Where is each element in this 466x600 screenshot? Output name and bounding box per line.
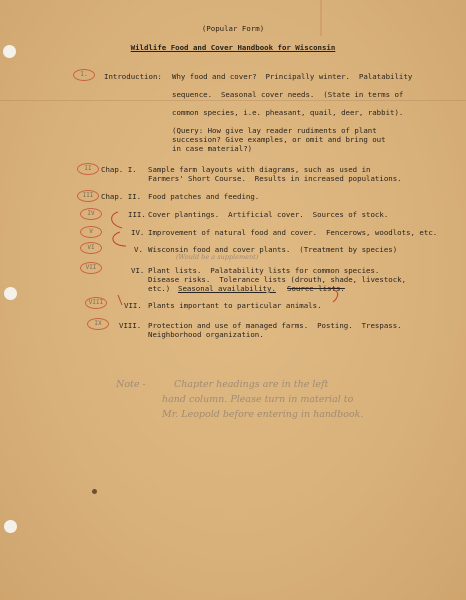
- margin-numeral-7: VII: [80, 262, 102, 274]
- chap8-label: VIII.: [119, 321, 142, 330]
- chap2-label: Chap. II.: [101, 192, 142, 201]
- chap4-line-1: Improvement of natural food and cover. Fencerows, woodlots, etc.: [148, 228, 438, 237]
- note-line-3: Mr. Leopold before entering in handbook.: [162, 409, 364, 420]
- intro-line-3: common species, i.e. pheasant, quail, deer, rabbit).: [172, 108, 404, 117]
- chap2-line-1: Food patches and feeding.: [148, 192, 260, 201]
- chap3-label: III.: [128, 210, 146, 219]
- chap7-line-1: Plants important to particular animals.: [148, 301, 322, 310]
- chap5-label: V.: [134, 245, 143, 254]
- chap7-label: VII.: [124, 301, 142, 310]
- document-title: Wildlife Food and Cover Handbook for Wisconsin: [130, 43, 336, 52]
- margin-numeral-3: III: [77, 190, 99, 202]
- note-line-2: hand column. Please turn in material to: [162, 394, 354, 405]
- form-label: (Popular Form): [201, 24, 265, 33]
- margin-numeral-1: I.: [73, 69, 95, 81]
- margin-numeral-2: II: [77, 163, 99, 175]
- intro-label: Introduction:: [104, 72, 162, 81]
- margin-numeral-6: VI: [80, 242, 102, 254]
- chap8-line-2: Neighborhood organization.: [148, 330, 264, 339]
- intro-line-6: in case material?): [172, 144, 253, 153]
- chap4-label: IV.: [131, 228, 145, 237]
- intro-line-2: sequence. Seasonal cover needs. (State in terms of: [172, 90, 404, 99]
- intro-line-1: Why food and cover? Principally winter. Palatability: [172, 72, 413, 81]
- chap6-label: VI.: [131, 266, 145, 275]
- chap1-line-1: Sample farm layouts with diagrams, such as used in: [148, 165, 371, 174]
- chap5-line-1: Wisconsin food and cover plants. (Treatment by species): [148, 245, 398, 254]
- chap6-line-3: etc.): [148, 284, 171, 293]
- margin-numeral-9: IX: [87, 318, 109, 330]
- chap6-line-2: Disease risks. Tolerance lists (drouth, shade, livestock,: [148, 275, 407, 284]
- chap6-line-1: Plant lists. Palatability lists for common species.: [148, 266, 380, 275]
- chap3-line-1: Cover plantings. Artificial cover. Sources of stock.: [148, 210, 389, 219]
- note-line-1: Chapter headings are in the left: [174, 379, 329, 390]
- note-label: Note -: [116, 379, 146, 390]
- intro-line-5: succession? Give examples, or omit and bring out: [172, 135, 386, 144]
- chap1-label: Chap. I.: [101, 165, 137, 174]
- margin-numeral-8: VIII: [85, 297, 107, 309]
- chap6-source: Source lists.: [287, 284, 345, 293]
- chap1-line-2: Farmers' Short Course. Results in increased populations.: [148, 174, 402, 183]
- chap8-line-1: Protection and use of managed farms. Posting. Trespass.: [148, 321, 402, 330]
- intro-line-4: (Query: How give lay reader rudiments of plant: [172, 126, 377, 135]
- chap5-insertion: (Would be a supplement): [176, 253, 259, 261]
- chap6-seasonal: Seasonal availability.: [178, 284, 276, 293]
- margin-numeral-4: IV: [80, 208, 102, 220]
- margin-numeral-5: V: [80, 226, 102, 238]
